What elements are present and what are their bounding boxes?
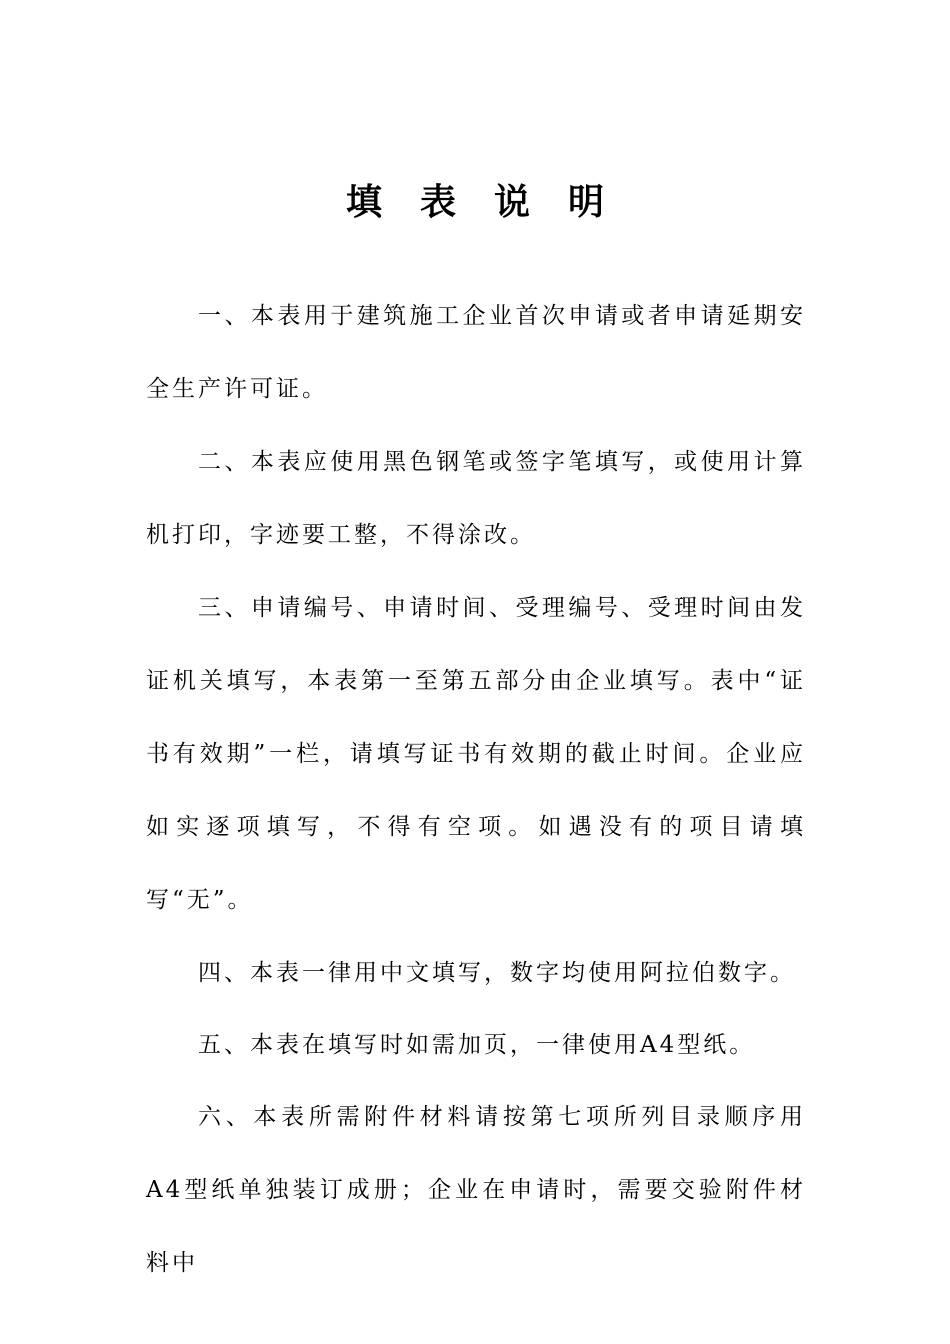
instruction-paragraph-4: 四、本表一律用中文填写，数字均使用阿拉伯数字。 (198, 960, 796, 986)
instruction-paragraph-6: 六、本表所需附件材料请按第七项所列目录顺序用A4型纸单独装订成册；企业在申请时，需要交验附件材料中 (146, 1104, 806, 1276)
page-title: 填表说明 (345, 182, 642, 223)
instruction-paragraph-1: 一、本表用于建筑施工企业首次申请或者申请延期安全生产许可证。 (146, 303, 806, 402)
instruction-paragraph-5: 五、本表在填写时如需加页，一律使用A4型纸。 (198, 1032, 756, 1058)
instruction-paragraph-3: 三、申请编号、申请时间、受理编号、受理时间由发证机关填写，本表第一至第五部分由企业填写。表中“证书有效期”一栏，请填写证书有效期的截止时间。企业应如实逐项填写，不得有空项。如遇没有的项目请填写“无”。 (146, 595, 806, 913)
instruction-paragraph-2: 二、本表应使用黑色钢笔或签字笔填写，或使用计算机打印，字迹要工整，不得涂改。 (146, 449, 806, 548)
instructions-body (146, 280, 806, 1300)
